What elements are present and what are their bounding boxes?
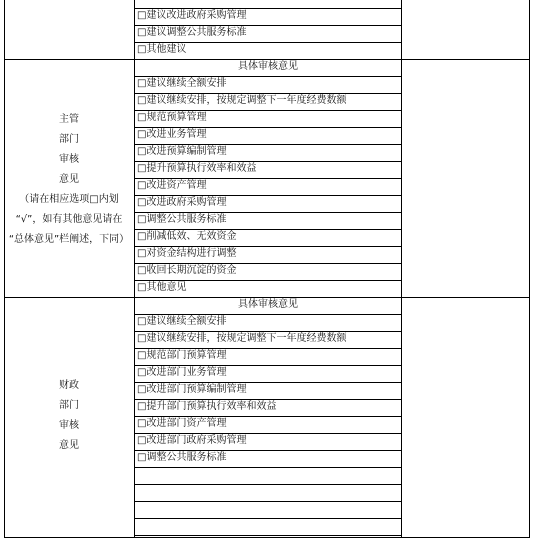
option-cell[interactable]: □削减低效、无效资金 xyxy=(137,231,237,242)
row-divider xyxy=(134,467,401,468)
label-line: （请在相应选项□内划 xyxy=(19,194,119,205)
option-cell[interactable]: □建议改进政府采购管理 xyxy=(137,10,247,21)
option-cell[interactable]: □改进业务管理 xyxy=(137,129,207,140)
label-line: 财政 xyxy=(59,380,79,391)
option-cell[interactable]: □改进政府采购管理 xyxy=(137,197,227,208)
option-cell[interactable]: □规范部门预算管理 xyxy=(137,350,227,361)
grid-line xyxy=(401,0,402,538)
option-cell[interactable]: □建议继续全额安排 xyxy=(137,78,227,89)
label-line: 意见 xyxy=(59,440,79,451)
label-line: 部门 xyxy=(59,134,79,145)
option-cell[interactable]: □建议继续安排，按规定调整下一年度经费数额 xyxy=(137,95,347,106)
option-cell[interactable]: □改进部门资产管理 xyxy=(137,418,227,429)
option-cell[interactable]: □对资金结构进行调整 xyxy=(137,248,237,259)
label-line: 部门 xyxy=(59,400,79,411)
option-cell[interactable]: □改进预算编制管理 xyxy=(137,146,227,157)
option-cell[interactable]: □提升部门预算执行效率和效益 xyxy=(137,401,277,412)
dept-section-header: 具体审核意见 xyxy=(238,61,298,72)
grid-line xyxy=(4,0,5,538)
option-cell[interactable]: □其他建议 xyxy=(137,44,187,55)
option-cell[interactable]: □改进部门预算编制管理 xyxy=(137,384,247,395)
review-opinion-form xyxy=(4,0,530,538)
option-cell[interactable]: □改进资产管理 xyxy=(137,180,207,191)
row-divider xyxy=(134,518,401,519)
table-bottom-border xyxy=(4,537,530,538)
label-line: 审核 xyxy=(59,154,79,165)
row-divider xyxy=(134,484,401,485)
option-cell[interactable]: □收回长期沉淀的资金 xyxy=(137,265,237,276)
grid-line xyxy=(529,0,530,538)
option-cell[interactable]: □建议继续安排，按规定调整下一年度经费数额 xyxy=(137,333,347,344)
option-cell[interactable]: □规范预算管理 xyxy=(137,112,207,123)
row-divider xyxy=(134,501,401,502)
option-cell[interactable]: □改进部门业务管理 xyxy=(137,367,227,378)
label-line: 主管 xyxy=(59,114,79,125)
label-line: 意见 xyxy=(59,174,79,185)
option-cell[interactable]: □改进部门政府采购管理 xyxy=(137,435,247,446)
row-divider xyxy=(134,535,401,536)
option-cell[interactable]: □调整公共服务标准 xyxy=(137,214,227,225)
option-cell[interactable]: □建议继续全额安排 xyxy=(137,316,227,327)
label-line: “总体意见”栏阐述，下同） xyxy=(8,234,130,245)
dept-review-label xyxy=(4,110,134,250)
finance-section-header: 具体审核意见 xyxy=(238,299,298,310)
label-line: 审核 xyxy=(59,420,79,431)
option-cell[interactable]: □调整公共服务标准 xyxy=(137,452,227,463)
option-cell[interactable]: □提升预算执行效率和效益 xyxy=(137,163,257,174)
label-line: “√”，如有其他意见请在 xyxy=(15,214,123,225)
option-cell[interactable]: □建议调整公共服务标准 xyxy=(137,27,247,38)
option-cell[interactable]: □其他意见 xyxy=(137,282,187,293)
finance-review-label xyxy=(4,376,134,456)
